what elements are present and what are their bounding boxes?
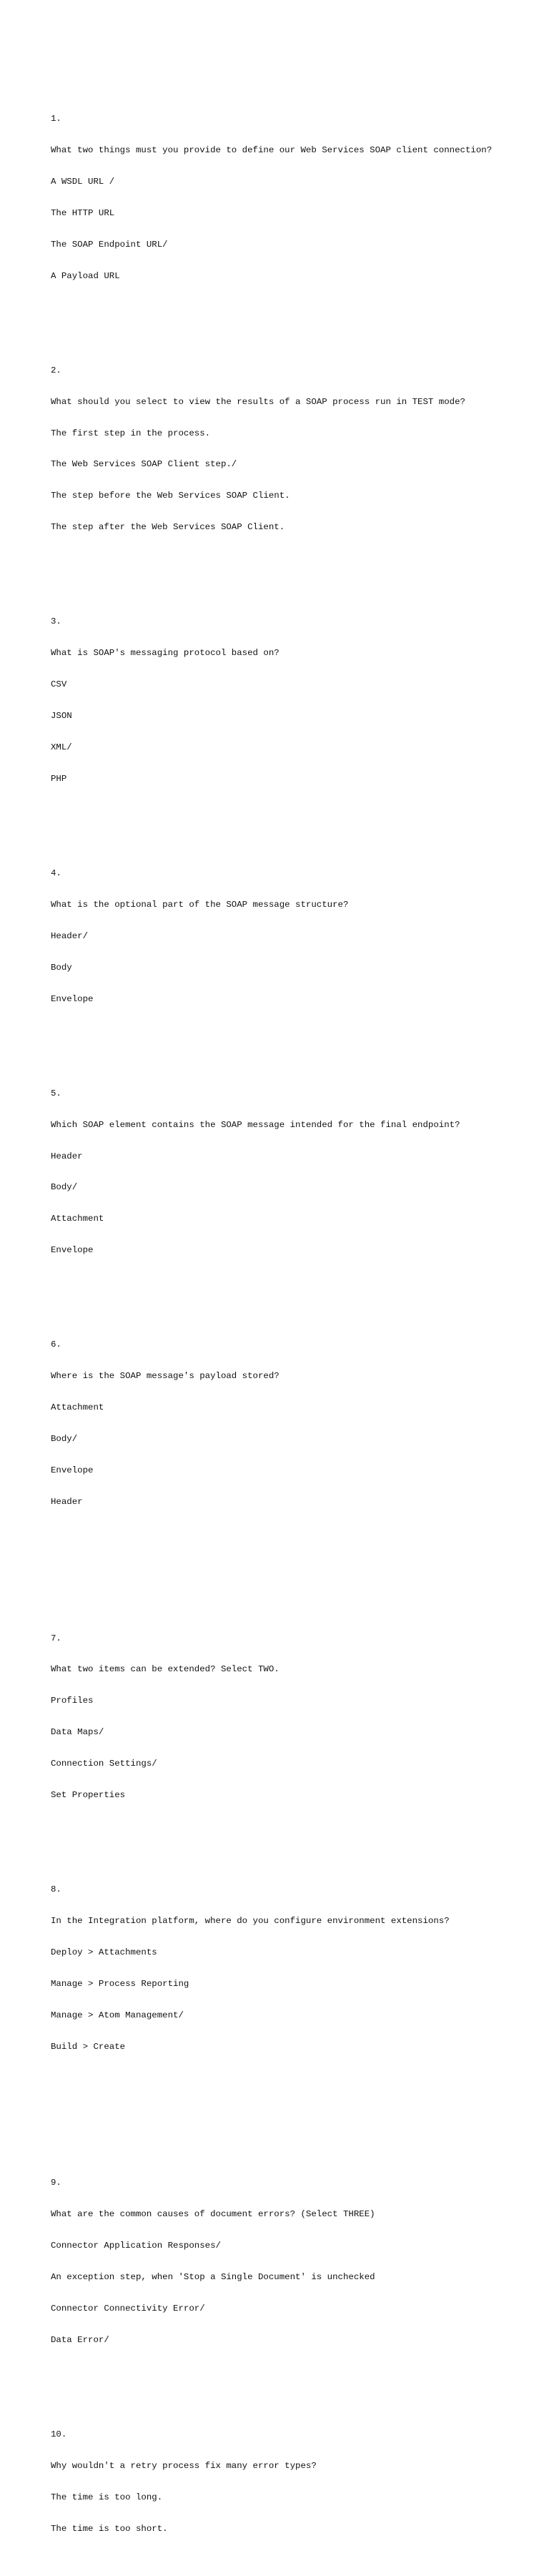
question-number: 4. [51,867,61,878]
answer-option: An exception step, when 'Stop a Single Document' is unchecked [51,2272,375,2283]
question-prompt: What is the optional part of the SOAP message structure? [51,899,349,910]
answer-option: CSV [51,679,67,690]
question-prompt: Which SOAP element contains the SOAP message intended for the final endpoint? [51,1119,460,1130]
question-block [51,596,537,805]
answer-option: PHP [51,774,67,785]
question-prompt: What are the common causes of document errors? (Select THREE) [51,2209,375,2220]
question-number: 9. [51,2178,61,2188]
question-prompt: In the Integration platform, where do you configure environment extensions? [51,1916,450,1927]
question-number: 5. [51,1088,61,1098]
answer-option: Data Maps/ [51,1727,104,1738]
answer-option: Header/ [51,930,89,941]
answer-option: A WSDL URL / [51,176,115,187]
question-number: 8. [51,1884,61,1895]
question-block [51,2157,537,2366]
question-number: 1. [51,113,61,124]
answer-option: Header [51,1497,83,1508]
question-block [51,93,537,303]
answer-option: Body [51,962,72,973]
answer-option: The time is too short. [51,2523,168,2534]
question-prompt: What two items can be extended? Select TWO. [51,1664,280,1675]
answer-option: Header [51,1151,83,1161]
answer-option: The step after the Web Services SOAP Client. [51,522,285,533]
answer-option: Connection Settings/ [51,1759,157,1769]
question-prompt: What is SOAP's messaging protocol based on? [51,648,280,659]
question-block [51,1067,537,1277]
answer-option: Body/ [51,1182,78,1193]
question-block [51,1612,537,1822]
answer-option: Manage > Process Reporting [51,1979,189,1990]
answer-option: Manage > Atom Management/ [51,2010,184,2020]
question-number: 10. [51,2429,67,2440]
question-prompt: What should you select to view the results of a SOAP process run in TEST mode? [51,396,465,407]
question-block [51,1319,537,1528]
question-number: 7. [51,1633,61,1643]
answer-option: Connector Connectivity Error/ [51,2304,205,2314]
answer-option: Profiles [51,1696,94,1706]
answer-option: Set Properties [51,1790,126,1801]
answer-option: The Web Services SOAP Client step./ [51,459,237,470]
answer-option: Attachment [51,1214,104,1224]
answer-option: Deploy > Attachments [51,1947,157,1958]
answer-option: XML/ [51,742,72,753]
answer-option: Data Error/ [51,2335,109,2346]
question-block [51,847,537,1026]
answer-option: The HTTP URL [51,207,115,218]
question-block [51,1864,537,2073]
question-number: 3. [51,616,61,627]
answer-option: A Payload URL [51,270,120,281]
answer-option: The step before the Web Services SOAP Client. [51,491,290,501]
question-prompt: Why wouldn't a retry process fix many error types? [51,2461,317,2472]
question-block [51,2409,537,2555]
answer-option: JSON [51,711,72,722]
document-page [51,51,537,2576]
question-number: 2. [51,365,61,375]
answer-option: Attachment [51,1402,104,1413]
answer-option: Build > Create [51,2041,126,2052]
question-prompt: Where is the SOAP message's payload stored? [51,1371,280,1382]
question-prompt: What two things must you provide to define our Web Services SOAP client connection? [51,144,493,155]
question-number: 6. [51,1339,61,1350]
answer-option: Envelope [51,993,94,1004]
answer-option: The SOAP Endpoint URL/ [51,239,168,250]
answer-option: The first step in the process. [51,428,211,438]
answer-option: Envelope [51,1245,94,1256]
answer-option: Connector Application Responses/ [51,2241,221,2251]
answer-option: The time is too long. [51,2492,163,2503]
blank-line [51,2105,537,2115]
question-block [51,344,537,554]
answer-option: Body/ [51,1434,78,1445]
blank-line [51,1560,537,1570]
answer-option: Envelope [51,1465,94,1476]
